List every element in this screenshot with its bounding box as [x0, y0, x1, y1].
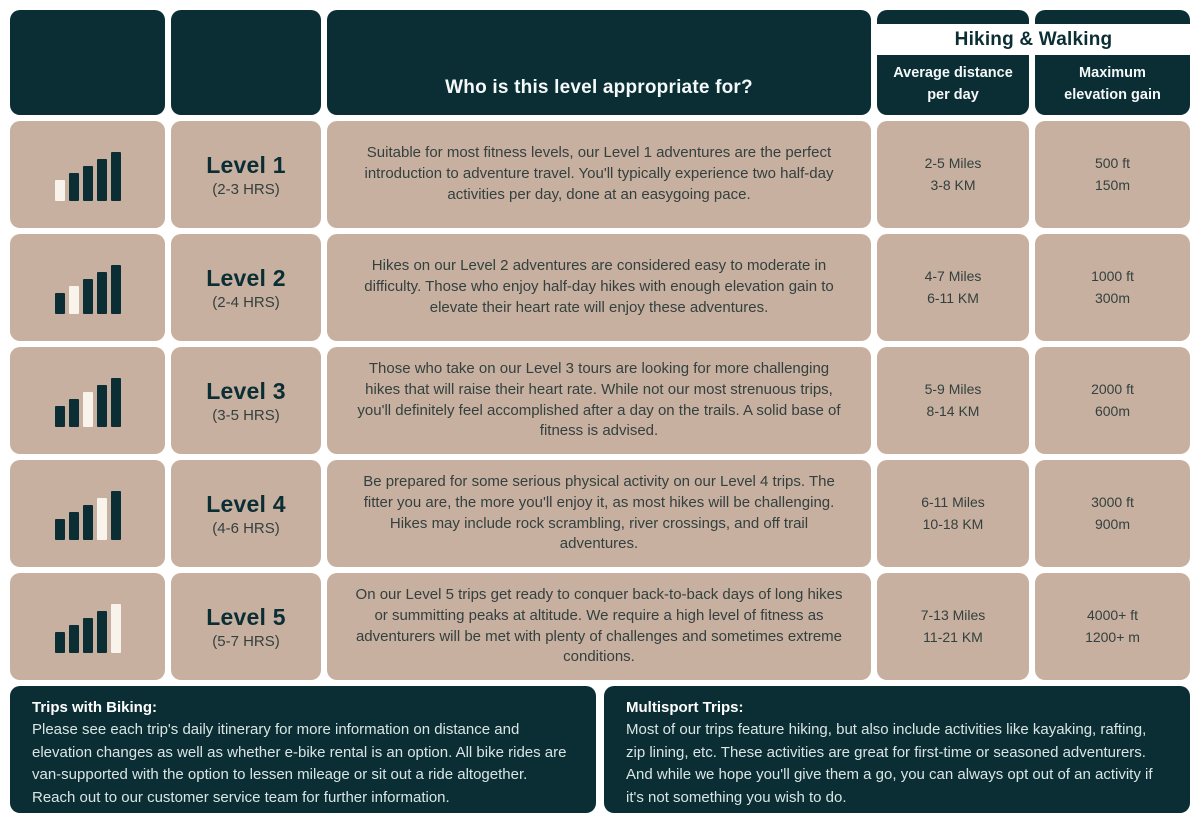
elevation-cell	[1035, 347, 1190, 454]
multisport-note-body: Most of our trips feature hiking, but also include activities like kayaking, rafting, zip lining, etc. These activities are great for first-time or seasoned adventurers. And while we hope you'll give them a go, you can always opt out of an activity if it's not something you wish to do.	[626, 721, 1153, 806]
signal-bar-highlighted	[69, 286, 79, 314]
level-description-cell	[327, 573, 871, 680]
level-cell	[171, 121, 321, 228]
signal-bar	[55, 406, 65, 427]
level-cell	[171, 573, 321, 680]
elevation-cell	[1035, 121, 1190, 228]
header-icon-column-spacer	[10, 10, 165, 115]
elevation-cell	[1035, 460, 1190, 567]
signal-bars-icon	[55, 262, 121, 314]
biking-note	[10, 686, 596, 813]
signal-bar	[111, 378, 121, 427]
elevation-ft: 2000 ft	[1091, 380, 1134, 397]
levels-table	[10, 10, 1190, 680]
level-icon-cell	[10, 460, 165, 567]
distance-km: 11-21 KM	[923, 628, 983, 645]
distance-km: 6-11 KM	[927, 289, 979, 306]
distance-miles: 7-13 Miles	[920, 606, 986, 623]
signal-bar	[55, 293, 65, 314]
multisport-note-title: Multisport Trips:	[626, 699, 744, 716]
signal-bar	[69, 512, 79, 540]
signal-bar	[55, 519, 65, 540]
level-hours: (3-5 HRS)	[212, 406, 280, 424]
signal-bar	[83, 505, 93, 540]
level-hours: (4-6 HRS)	[212, 519, 280, 537]
signal-bar	[111, 265, 121, 314]
signal-bars-icon	[55, 601, 121, 653]
footer-notes	[10, 686, 1190, 813]
hiking-walking-band	[877, 24, 1190, 55]
distance-km: 10-18 KM	[922, 515, 984, 532]
level-description: Suitable for most fitness levels, our Level 1 adventures are the perfect introduction to adventure travel. You'll typically experience two half-day activities per day, done at an easygoing pace.	[364, 144, 834, 203]
distance-miles: 4-7 Miles	[924, 267, 982, 284]
elevation-ft: 1000 ft	[1091, 267, 1134, 284]
signal-bar	[69, 173, 79, 201]
distance-km: 8-14 KM	[926, 402, 980, 419]
signal-bar	[111, 152, 121, 201]
signal-bar	[97, 272, 107, 314]
distance-cell	[877, 573, 1029, 680]
header-elevation-line2: elevation gain	[1064, 86, 1161, 103]
header-distance-line1: Average distance	[893, 65, 1013, 82]
biking-note-body: Please see each trip's daily itinerary for more information on distance and elevation changes as well as whether e-bike rental is an option. All bike rides are van-supported with the option to lessen mileage or sit out a ride altogether. Reach out to our customer service team for further information.	[32, 721, 567, 806]
signal-bar	[83, 166, 93, 201]
signal-bar	[69, 399, 79, 427]
signal-bar	[97, 385, 107, 427]
signal-bar-highlighted	[55, 180, 65, 201]
distance-km: 3-8 KM	[930, 176, 976, 193]
distance-cell	[877, 234, 1029, 341]
signal-bars-icon	[55, 488, 121, 540]
elevation-ft: 3000 ft	[1091, 493, 1134, 510]
elevation-m: 900m	[1094, 515, 1131, 532]
signal-bar	[111, 491, 121, 540]
elevation-m: 1200+ m	[1085, 628, 1140, 645]
biking-note-title: Trips with Biking:	[32, 699, 158, 716]
level-description: On our Level 5 trips get ready to conquer back-to-back days of long hikes or summitting peaks at altitude. We require a high level of fitness as adventurers will be met with plenty of challenges and sometimes extreme conditions.	[355, 586, 843, 666]
level-hours: (2-4 HRS)	[212, 293, 280, 311]
level-title: Level 1	[206, 151, 286, 178]
signal-bar	[83, 279, 93, 314]
header-level-column-spacer	[171, 10, 321, 115]
level-icon-cell	[10, 234, 165, 341]
header-distance-line2: per day	[927, 86, 979, 103]
level-cell	[171, 460, 321, 567]
distance-miles: 6-11 Miles	[921, 493, 985, 510]
hiking-walking-title: Hiking & Walking	[954, 28, 1113, 50]
level-icon-cell	[10, 121, 165, 228]
level-hours: (2-3 HRS)	[212, 180, 280, 198]
signal-bars-icon	[55, 149, 121, 201]
signal-bar	[55, 632, 65, 653]
distance-cell	[877, 121, 1029, 228]
level-hours: (5-7 HRS)	[212, 632, 280, 650]
level-icon-cell	[10, 347, 165, 454]
elevation-ft: 500 ft	[1094, 154, 1131, 171]
elevation-cell	[1035, 573, 1190, 680]
level-description: Be prepared for some serious physical activity on our Level 4 trips. The fitter you are, the more you'll enjoy it, as most hikes will be challenging. Hikes may include rock scrambling, river crossings, and off trail adventures.	[363, 473, 835, 553]
header-question: Who is this level appropriate for?	[327, 10, 871, 115]
level-icon-cell	[10, 573, 165, 680]
signal-bar-highlighted	[111, 604, 121, 653]
distance-cell	[877, 460, 1029, 567]
level-title: Level 5	[206, 603, 286, 630]
signal-bars-icon	[55, 375, 121, 427]
signal-bar-highlighted	[97, 498, 107, 540]
elevation-cell	[1035, 234, 1190, 341]
level-description-cell	[327, 460, 871, 567]
signal-bar	[97, 159, 107, 201]
level-description-cell	[327, 347, 871, 454]
multisport-note	[604, 686, 1190, 813]
elevation-m: 600m	[1094, 402, 1131, 419]
distance-miles: 5-9 Miles	[924, 380, 982, 397]
elevation-m: 300m	[1094, 289, 1131, 306]
level-description: Those who take on our Level 3 tours are looking for more challenging hikes that will raise their heart rate. While not our most strenuous trips, you'll definitely feel accomplished after a day on the trails. A solid base of fitness is advised.	[357, 360, 841, 440]
level-title: Level 3	[206, 377, 286, 404]
distance-cell	[877, 347, 1029, 454]
level-cell	[171, 347, 321, 454]
distance-miles: 2-5 Miles	[924, 154, 982, 171]
signal-bar	[97, 611, 107, 653]
elevation-ft: 4000+ ft	[1087, 606, 1138, 623]
header-elevation-line1: Maximum	[1079, 65, 1146, 82]
signal-bar	[83, 618, 93, 653]
level-description-cell	[327, 121, 871, 228]
level-description-cell	[327, 234, 871, 341]
level-title: Level 4	[206, 490, 286, 517]
signal-bar-highlighted	[83, 392, 93, 427]
elevation-m: 150m	[1094, 176, 1131, 193]
level-description: Hikes on our Level 2 adventures are considered easy to moderate in difficulty. Those who enjoy half-day hikes with enough elevation gain to elevate their heart rate will enjoy these adventures.	[364, 257, 834, 316]
signal-bar	[69, 625, 79, 653]
level-title: Level 2	[206, 264, 286, 291]
activity-levels-infographic	[10, 0, 1190, 813]
level-cell	[171, 234, 321, 341]
